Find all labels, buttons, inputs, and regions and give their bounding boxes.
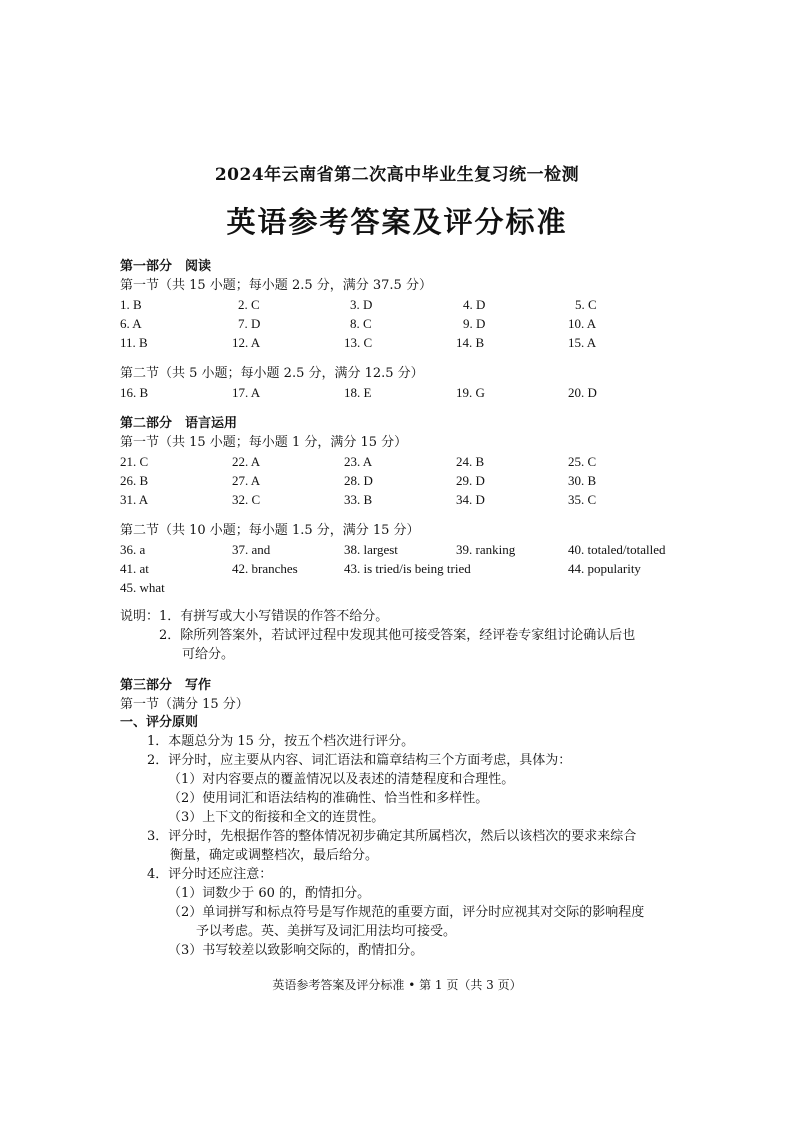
- principle-subline: （3）书写较差以致影响交际的，酌情扣分。: [168, 943, 424, 958]
- answer-item: 23. A: [344, 454, 373, 469]
- answer-item: 12. A: [232, 335, 261, 350]
- notes-prefix: 说明：: [120, 609, 160, 624]
- answer-item: 21. C: [120, 454, 149, 469]
- principle-subline: （1）词数少于 60 的，酌情扣分。: [168, 886, 371, 901]
- scoring-principles-heading: 一、评分原则: [120, 715, 199, 730]
- answer-row: [120, 452, 680, 471]
- answer-item: 33. B: [344, 492, 373, 507]
- answer-item: 37. and: [232, 542, 271, 557]
- answer-item: 20. D: [568, 385, 597, 400]
- answer-item: 42. branches: [232, 561, 298, 576]
- part1-heading: 第一部分 阅读: [120, 259, 212, 274]
- answer-row: [120, 490, 680, 509]
- answer-item: 2. C: [238, 297, 260, 312]
- answer-item: 29. D: [456, 473, 485, 488]
- part2-sec2-label: 第二节（共 10 小题；每小题 1.5 分，满分 15 分）: [120, 523, 420, 538]
- answer-item: 18. E: [344, 385, 372, 400]
- answer-row: [120, 578, 680, 597]
- part3-heading: 第三部分 写作: [120, 678, 212, 693]
- part1-sec2-label: 第二节（共 5 小题；每小题 2.5 分，满分 12.5 分）: [120, 366, 424, 381]
- principle-line: 2．评分时，应主要从内容、词汇语法和篇章结构三个方面考虑，具体为：: [147, 753, 572, 768]
- document-title: 英语参考答案及评分标准: [226, 205, 568, 239]
- answer-item: 1. B: [120, 297, 142, 312]
- answer-item: 32. C: [232, 492, 261, 507]
- answer-item: 13. C: [344, 335, 373, 350]
- principle-subline: （3）上下文的衔接和全文的连贯性。: [168, 810, 385, 825]
- answer-item: 40. totaled/totalled: [568, 542, 666, 557]
- answer-item: 6. A: [120, 316, 142, 331]
- answer-item: 22. A: [232, 454, 261, 469]
- answer-item: 4. D: [463, 297, 486, 312]
- principle-line-cont: 衡量，确定或调整档次，最后给分。: [170, 848, 379, 863]
- answer-item: 34. D: [456, 492, 485, 507]
- answer-item: 41. at: [120, 561, 149, 576]
- part2-heading: 第二部分 语言运用: [120, 416, 238, 431]
- principle-subline: （1）对内容要点的覆盖情况以及表述的清楚程度和合理性。: [168, 772, 515, 787]
- answer-item: 14. B: [456, 335, 485, 350]
- answer-item: 15. A: [568, 335, 597, 350]
- note-line: [120, 607, 680, 626]
- answer-row: [120, 471, 680, 490]
- answer-item: 36. a: [120, 542, 146, 557]
- answer-item: 35. C: [568, 492, 597, 507]
- answer-item: 38. largest: [344, 542, 398, 557]
- exam-subtitle: 2024年云南省第二次高中毕业生复习统一检测: [214, 165, 580, 185]
- answer-item: 11. B: [120, 335, 148, 350]
- answer-item: 3. D: [350, 297, 373, 312]
- part3-sec1-label: 第一节（满分 15 分）: [120, 697, 249, 712]
- answer-item: 7. D: [238, 316, 261, 331]
- principle-subline: （2）单词拼写和标点符号是写作规范的重要方面，评分时应视其对交际的影响程度: [168, 905, 645, 920]
- note-line: 可给分。: [182, 647, 235, 662]
- answer-row: [120, 559, 680, 578]
- answer-item: 31. A: [120, 492, 149, 507]
- answer-item: 44. popularity: [568, 561, 641, 576]
- answer-item: 19. G: [456, 385, 485, 400]
- answer-row: [120, 540, 680, 559]
- page-footer: 英语参考答案及评分标准 • 第 1 页（共 3 页）: [272, 978, 522, 992]
- answer-item: 26. B: [120, 473, 149, 488]
- answer-item: 27. A: [232, 473, 261, 488]
- answer-row: [120, 383, 680, 402]
- answer-item: 25. C: [568, 454, 597, 469]
- answer-item: 16. B: [120, 385, 149, 400]
- answer-item: 24. B: [456, 454, 485, 469]
- answer-row: [120, 295, 680, 314]
- answer-item: 9. D: [463, 316, 486, 331]
- answer-row: [120, 333, 680, 352]
- answer-item: 43. is tried/is being tried: [344, 561, 471, 576]
- notes-block: [120, 607, 680, 664]
- principle-line: 4．评分时还应注意：: [147, 867, 273, 882]
- principle-line: 1．本题总分为 15 分，按五个档次进行评分。: [147, 734, 415, 749]
- principle-line: 3．评分时，先根据作答的整体情况初步确定其所属档次，然后以该档次的要求来综合: [147, 829, 637, 844]
- answer-item: 30. B: [568, 473, 597, 488]
- answer-row: [120, 314, 680, 333]
- answer-item: 39. ranking: [456, 542, 516, 557]
- part2-sec1-label: 第一节（共 15 小题；每小题 1 分，满分 15 分）: [120, 435, 408, 450]
- answer-item: 45. what: [120, 580, 165, 595]
- answer-item: 5. C: [575, 297, 597, 312]
- note-line: 2．除所列答案外，若试评过程中发现其他可接受答案，经评卷专家组讨论确认后也: [159, 628, 636, 643]
- answer-item: 17. A: [232, 385, 261, 400]
- note-1: 1．有拼写或大小写错误的作答不给分。: [159, 609, 389, 624]
- answer-item: 28. D: [344, 473, 373, 488]
- principle-subline: （2）使用词汇和语法结构的准确性、恰当性和多样性。: [168, 791, 489, 806]
- answer-item: 10. A: [568, 316, 597, 331]
- answer-item: 8. C: [350, 316, 372, 331]
- part1-sec1-label: 第一节（共 15 小题；每小题 2.5 分，满分 37.5 分）: [120, 278, 432, 293]
- principle-subline-cont: 予以考虑。英、美拼写及词汇用法均可接受。: [196, 924, 457, 939]
